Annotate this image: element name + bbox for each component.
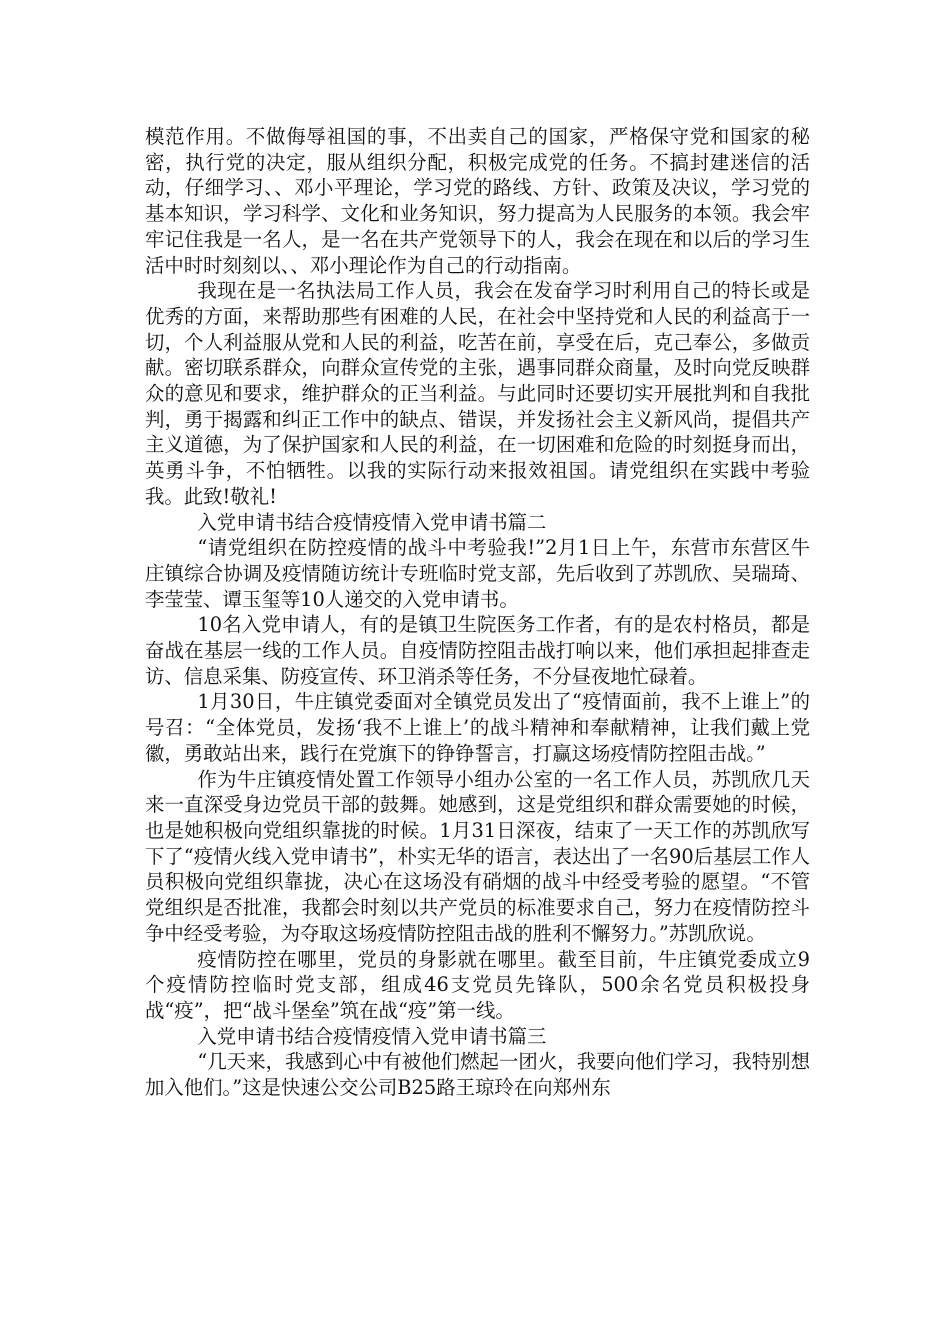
paragraph-1: 模范作用。不做侮辱祖国的事，不出卖自己的国家，严格保守党和国家的秘密，执行党的决定，服从组织分配，积极完成党的任务。不搞封建迷信的活动，仔细学习、、邓小平理论，学习党的路线、方针、政策及决议，学习党的基本知识，学习科学、文化和业务知识，努力提高为人民服务的本领。我会牢牢记住我是一名人，是一名在共产党领导下的人，我会在现在和以后的学习生活中时时刻刻以、、邓小理论作为自己的行动指南。 [145, 125, 810, 277]
paragraph-3: “请党组织在防控疫情的战斗中考验我!”2月1日上午，东营市东营区牛庄镇综合协调及疫情随访统计专班临时党支部，先后收到了苏凯欣、吴瑞琦、李莹莹、谭玉玺等10人递交的入党申请书。 [145, 536, 810, 611]
document-page [145, 124, 810, 1101]
paragraph-5: 1月30日，牛庄镇党委面对全镇党员发出了“疫情面前，我不上谁上”的号召：“全体党员，发扬‘我不上谁上’的战斗精神和奉献精神，让我们戴上党徽，勇敢站出来，践行在党旗下的铮铮誓言，打赢这场疫情防控阻击战。” [145, 690, 810, 765]
paragraph-4: 10名入党申请人，有的是镇卫生院医务工作者，有的是农村格员，都是奋战在基层一线的工作人员。自疫情防控阻击战打响以来，他们承担起排查走访、信息采集、防疫宣传、环卫消杀等任务，不分昼夜地忙碌着。 [145, 613, 810, 688]
section-heading-3: 入党申请书结合疫情疫情入党申请书篇三 [197, 1024, 547, 1048]
paragraph-8: “几天来，我感到心中有被他们燃起一团火，我要向他们学习，我特别想加入他们。”这是快速公交公司B25路王琼玲在向郑州东 [145, 1050, 810, 1100]
paragraph-6: 作为牛庄镇疫情处置工作领导小组办公室的一名工作人员，苏凯欣几天来一直深受身边党员干部的鼓舞。她感到，这是党组织和群众需要她的时候，也是她积极向党组织靠拢的时候。1月31日深夜，结束了一天工作的苏凯欣写下了“疫情火线入党申请书”，朴实无华的语言，表达出了一名90后基层工作人员积极向党组织靠拢，决心在这场没有硝烟的战斗中经受考验的愿望。“不管党组织是否批准，我都会时刻以共产党员的标准要求自己，努力在疫情防控斗争中经受考验，为夺取这场疫情防控阻击战的胜利不懈努力。”苏凯欣说。 [145, 767, 810, 945]
paragraph-7: 疫情防控在哪里，党员的身影就在哪里。截至目前，牛庄镇党委成立9个疫情防控临时党支部，组成46支党员先锋队，500余名党员积极投身战“疫”，把“战斗堡垒”筑在战“疫”第一线。 [145, 947, 810, 1022]
section-heading-2: 入党申请书结合疫情疫情入党申请书篇二 [197, 510, 547, 534]
paragraph-2: 我现在是一名执法局工作人员，我会在发奋学习时利用自己的特长或是优秀的方面，来帮助那些有困难的人民，在社会中坚持党和人民的利益高于一切，个人利益服从党和人民的利益，吃苦在前，享受在后，克己奉公，多做贡献。密切联系群众，向群众宣传党的主张，遇事同群众商量，及时向党反映群众的意见和要求，维护群众的正当利益。与此同时还要切实开展批判和自我批判，勇于揭露和纠正工作中的缺点、错误，并发扬社会主义新风尚，提倡共产主义道德，为了保护国家和人民的利益，在一切困难和危险的时刻挺身而出，英勇斗争，不怕牺牲。以我的实际行动来报效祖国。请党组织在实践中考验我。此致!敬礼! [145, 279, 810, 508]
